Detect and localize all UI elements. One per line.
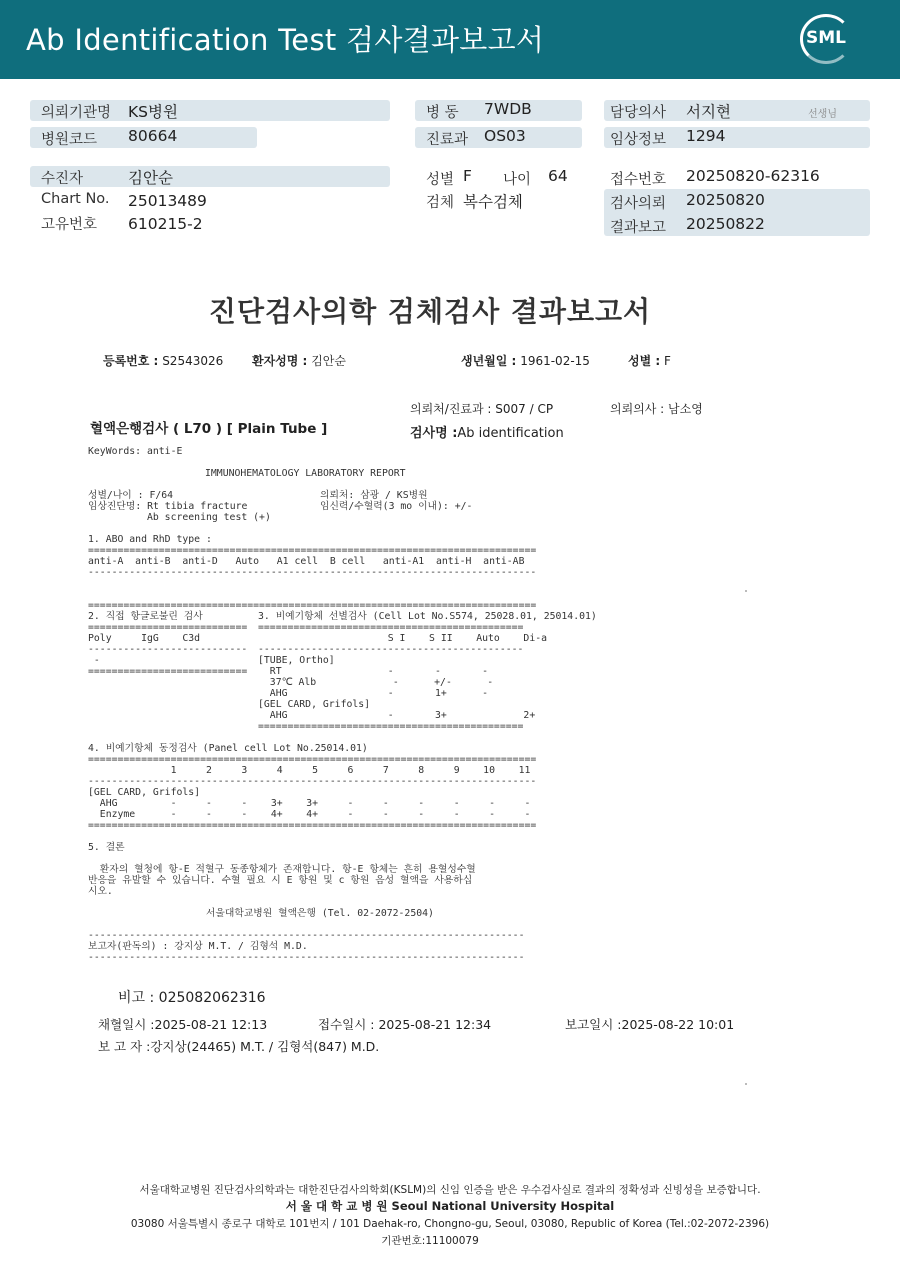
dept-line: 의뢰처/진료과 : S007 / CP [410,402,554,416]
hospital-code-value: 80664 [128,127,178,145]
clinical-label: 임상정보 [610,132,667,148]
patient-name-label: 환자성명 : [252,354,308,368]
doctor-line: 의뢰의사 : 남소영 [610,402,703,416]
specimen-label: 검체 [426,195,455,211]
receipt-value: 20250820-62316 [686,167,820,185]
age-value: 64 [548,167,568,185]
requesting-org-label: 의뢰기관명 [41,105,112,121]
reporter-label: 보 고 자 : [98,1039,151,1054]
reg-no-label: 등록번호 : [103,354,159,368]
report-sex-label: 성별 : [628,354,661,368]
request-value: 20250820 [686,191,765,209]
org-number: 기관번호:11100079 [381,1235,479,1247]
patient-name [252,352,346,369]
lab-heading: IMMUNOHEMATOLOGY LABORATORY REPORT [205,468,406,479]
sex-label: 성별 [426,172,455,188]
patient-name-value: 김안순 [311,354,346,368]
specimen-value: 복수검체 [463,193,523,211]
report-title: 진단검사의학 검체검사 결과보고서 [208,295,652,328]
reg-no-value: S2543026 [162,354,224,368]
lab-right-block: 의뢰처: 삼광 / KS병원 임신력/수혈력(3 mo 이내): +/- [320,490,473,512]
test-name-value: Ab identification [457,426,564,441]
lab-left-block: 성별/나이 : F/64 임상진단명: Rt tibia fracture Ab screening test (+) [88,490,271,523]
dot-mark [745,1083,747,1085]
dat-section: 2. 직접 항글로불린 검사 =========================== Poly IgG C3d --------------------------- - =========================== [88,611,248,677]
header-bar [0,0,900,79]
chart-no-value: 25013489 [128,192,207,210]
report-sex-value: F [664,354,671,368]
accept-value: 2025-08-21 12:34 [378,1017,492,1032]
screen-section: 3. 비예기항체 선별검사 (Cell Lot No.S574, 25028.01, 25014.01) ============================================= S I S II Auto Di-a --------------------------------------------- [TUBE, Ortho] RT - - - 37℃ Alb - +/- - AHG - 1+ - [GEL CARD, Grifols] AHG - 3+ 2+ ============================================= [258,611,597,732]
report-date-label: 결과보고 [610,220,667,236]
test-label: 혈액은행검사 ( L70 ) [ Plain Tube ] [90,421,328,437]
ward-value: 7WDB [484,100,532,118]
dept-label: 진료과 [426,132,469,148]
doctor-value: 서지현 [686,103,731,121]
dept-value: OS03 [484,127,526,145]
accept-label: 접수일시 : [318,1017,375,1032]
remark-value: 025082062316 [158,990,266,1006]
conclusion-section: 5. 결론 환자의 혈청에 항-E 적혈구 동종항체가 존재합니다. 항-E 항체는 흔히 용혈성수혈 반응을 유발할 수 있습니다. 수혈 필요 시 E 항원 및 c 항원 음성 혈액을 사용하십 시오. 서울대학교병원 혈액은행 (Tel. 02-2072-2504) -------------------------------------------------------------------------- 보고자(판독의) : 강지상 M.T. / 김형석 M.D. -------------------------------------------------------------------------- [88,842,525,963]
panel-section: 4. 비예기항체 동정검사 (Panel cell Lot No.25014.01) ============================================================================ 1 2 3 4 5 6 7 8 9 10 11 ---------------------------------------------------------------------------- [GEL CARD, Grifols] AHG - - - 3+ 3+ - - - - - - Enzyme - - - 4+ 4+ - - - - - - ============================================================================ [88,743,537,831]
reported-label: 보고일시 : [565,1017,622,1032]
cert-statement: 서울대학교병원 진단검사의학과는 대한진단검사의학회(KSLM)의 신임 인증을 받은 우수검사실로 결과의 정확성과 신빙성을 보증합니다. [139,1184,761,1196]
remark-label: 비고 : [118,990,155,1006]
dob-label: 생년월일 : [461,354,517,368]
sex-value: F [463,167,472,185]
report-date-value: 20250822 [686,215,765,233]
dob-value: 1961-02-15 [520,354,590,368]
accept-time [318,1015,491,1033]
reporter-value: 강지상(24465) M.T. / 김형석(847) M.D. [150,1039,380,1054]
hospital-code-label: 병원코드 [41,132,98,148]
info-bar-patient [30,166,390,187]
page-title: Ab Identification Test 검사결과보고서 [26,23,545,57]
report-sex [628,352,671,369]
receipt-label: 접수번호 [610,172,667,188]
dot-mark [745,590,747,592]
doctor-suffix: 선생님 [808,109,837,120]
test-name-label: 검사명 : [410,426,458,441]
clinical-value: 1294 [686,127,726,145]
sml-logo [800,14,852,64]
collect-label: 채혈일시 : [98,1017,155,1032]
chart-no-label: Chart No. [41,191,110,207]
collect-time [98,1015,267,1033]
logo-text: SML [806,28,846,48]
collect-value: 2025-08-21 12:13 [154,1017,268,1032]
test-name [410,422,564,441]
ward-label: 병 동 [426,105,459,121]
reported-time [565,1015,734,1033]
dob [461,352,590,369]
keywords: KeyWords: anti-E [88,446,183,457]
patient-value: 김안순 [128,169,173,187]
request-label: 검사의뢰 [610,196,667,212]
requesting-org-value: KS병원 [128,103,178,121]
patient-label: 수진자 [41,171,84,187]
hospital-address: 03080 서울특별시 종로구 대학로 101번지 / 101 Daehak-ro, Chongno-gu, Seoul, 03080, Republic of Korea (Tel.:02-2072-2396) [130,1218,770,1230]
reporter [98,1037,379,1055]
remark [118,987,266,1007]
abo-section: 1. ABO and RhD type : ============================================================================ anti-A anti-B anti-D Auto A1 cell B cell anti-A1 anti-H anti-AB ---------------------------------------------------------------------------- ============================================================================ [88,534,537,611]
reported-value: 2025-08-22 10:01 [621,1017,735,1032]
hospital-name: 서 울 대 학 교 병 원 Seoul National University Hospital [285,1199,615,1213]
unique-no-value: 610215-2 [128,215,203,233]
reg-no [103,352,223,369]
unique-no-label: 고유번호 [41,217,98,233]
age-label: 나이 [503,172,532,188]
doctor-label: 담당의사 [610,105,667,121]
